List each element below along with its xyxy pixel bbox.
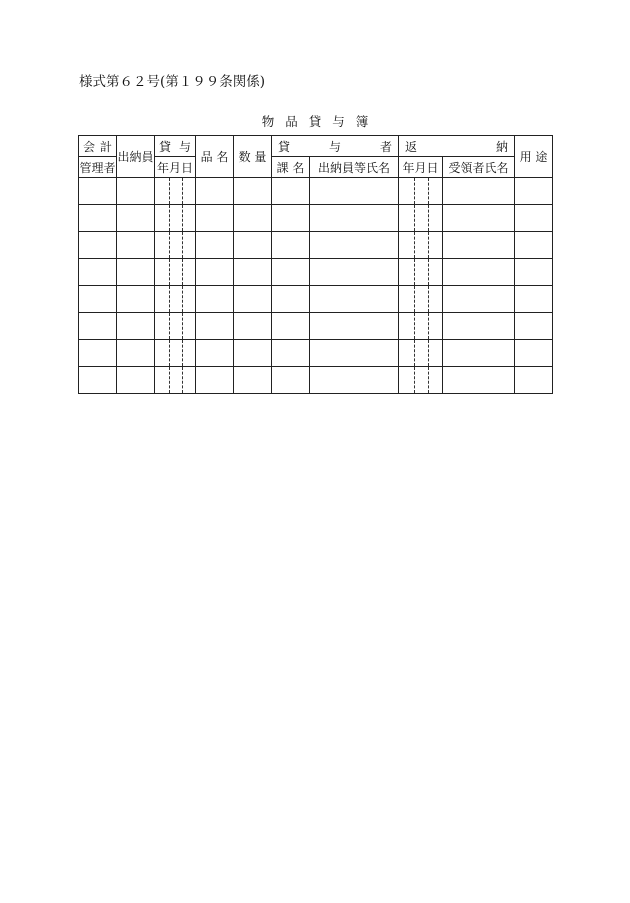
cell-recipient: [443, 367, 515, 394]
cell-purpose: [515, 178, 553, 205]
header-lender-officer: 出納員等氏名: [310, 157, 399, 178]
cell-quantity: [234, 259, 272, 286]
cell-officer: [310, 205, 399, 232]
cell-section: [272, 178, 310, 205]
cell-cashier: [117, 232, 155, 259]
cell-return-date: [399, 232, 443, 259]
cell-recipient: [443, 259, 515, 286]
cell-section: [272, 286, 310, 313]
cell-loan-date: [155, 178, 196, 205]
table-row: [79, 259, 553, 286]
header-cashier: 出納員: [117, 136, 155, 178]
form-number: 様式第６２号(第１９９条関係): [79, 74, 266, 90]
cell-quantity: [234, 232, 272, 259]
cell-section: [272, 259, 310, 286]
table-row: [79, 340, 553, 367]
cell-cashier: [117, 313, 155, 340]
cell-cashier: [117, 205, 155, 232]
cell-section: [272, 205, 310, 232]
cell-officer: [310, 367, 399, 394]
header-accounting-manager-bottom: 管理者: [79, 157, 117, 178]
header-loan-date: 年月日: [155, 157, 196, 178]
cell-item-name: [196, 340, 234, 367]
cell-section: [272, 232, 310, 259]
table-row: [79, 313, 553, 340]
header-item-name: 品 名: [196, 136, 234, 178]
table-row: [79, 367, 553, 394]
header-row-top: [79, 136, 553, 157]
cell-item-name: [196, 313, 234, 340]
header-quantity: 数 量: [234, 136, 272, 178]
cell-recipient: [443, 232, 515, 259]
cell-accounting-manager: [79, 340, 117, 367]
header-purpose: 用 途: [515, 136, 553, 178]
cell-accounting-manager: [79, 313, 117, 340]
cell-officer: [310, 259, 399, 286]
cell-quantity: [234, 367, 272, 394]
cell-return-date: [399, 367, 443, 394]
cell-recipient: [443, 286, 515, 313]
cell-loan-date: [155, 340, 196, 367]
cell-quantity: [234, 340, 272, 367]
cell-section: [272, 313, 310, 340]
cell-purpose: [515, 205, 553, 232]
cell-quantity: [234, 178, 272, 205]
cell-return-date: [399, 286, 443, 313]
cell-purpose: [515, 232, 553, 259]
cell-return-date: [399, 340, 443, 367]
cell-purpose: [515, 313, 553, 340]
cell-recipient: [443, 178, 515, 205]
cell-loan-date: [155, 232, 196, 259]
cell-accounting-manager: [79, 232, 117, 259]
cell-officer: [310, 178, 399, 205]
cell-item-name: [196, 367, 234, 394]
cell-recipient: [443, 205, 515, 232]
table-row: [79, 232, 553, 259]
cell-loan-date: [155, 205, 196, 232]
cell-cashier: [117, 286, 155, 313]
cell-section: [272, 367, 310, 394]
cell-return-date: [399, 178, 443, 205]
cell-cashier: [117, 178, 155, 205]
cell-cashier: [117, 340, 155, 367]
cell-purpose: [515, 367, 553, 394]
cell-accounting-manager: [79, 178, 117, 205]
table-row: [79, 205, 553, 232]
cell-loan-date: [155, 286, 196, 313]
cell-officer: [310, 286, 399, 313]
cell-section: [272, 340, 310, 367]
cell-quantity: [234, 313, 272, 340]
header-recipient-name: 受領者氏名: [443, 157, 515, 178]
cell-item-name: [196, 232, 234, 259]
cell-item-name: [196, 205, 234, 232]
cell-loan-date: [155, 259, 196, 286]
cell-purpose: [515, 286, 553, 313]
cell-return-date: [399, 313, 443, 340]
table-row: [79, 286, 553, 313]
item-loan-ledger-table: [78, 135, 553, 394]
cell-return-date: [399, 259, 443, 286]
cell-item-name: [196, 259, 234, 286]
cell-recipient: [443, 313, 515, 340]
cell-purpose: [515, 340, 553, 367]
cell-purpose: [515, 259, 553, 286]
cell-return-date: [399, 205, 443, 232]
cell-quantity: [234, 205, 272, 232]
cell-recipient: [443, 340, 515, 367]
cell-loan-date: [155, 367, 196, 394]
cell-officer: [310, 340, 399, 367]
header-return-date: 年月日: [399, 157, 443, 178]
cell-loan-date: [155, 313, 196, 340]
cell-accounting-manager: [79, 205, 117, 232]
cell-cashier: [117, 259, 155, 286]
cell-quantity: [234, 286, 272, 313]
table-row: [79, 178, 553, 205]
cell-officer: [310, 232, 399, 259]
header-return: 返 納: [399, 136, 515, 157]
header-lender: 貸 与 者: [272, 136, 399, 157]
header-lender-section: 課 名: [272, 157, 310, 178]
cell-officer: [310, 313, 399, 340]
cell-cashier: [117, 367, 155, 394]
header-accounting-manager-top: 会 計: [79, 136, 117, 157]
cell-accounting-manager: [79, 286, 117, 313]
cell-item-name: [196, 178, 234, 205]
cell-accounting-manager: [79, 367, 117, 394]
header-loan-top: 貸 与: [155, 136, 196, 157]
cell-accounting-manager: [79, 259, 117, 286]
cell-item-name: [196, 286, 234, 313]
ledger-body: [79, 178, 553, 394]
ledger-title: 物品貸与簿: [261, 114, 380, 129]
